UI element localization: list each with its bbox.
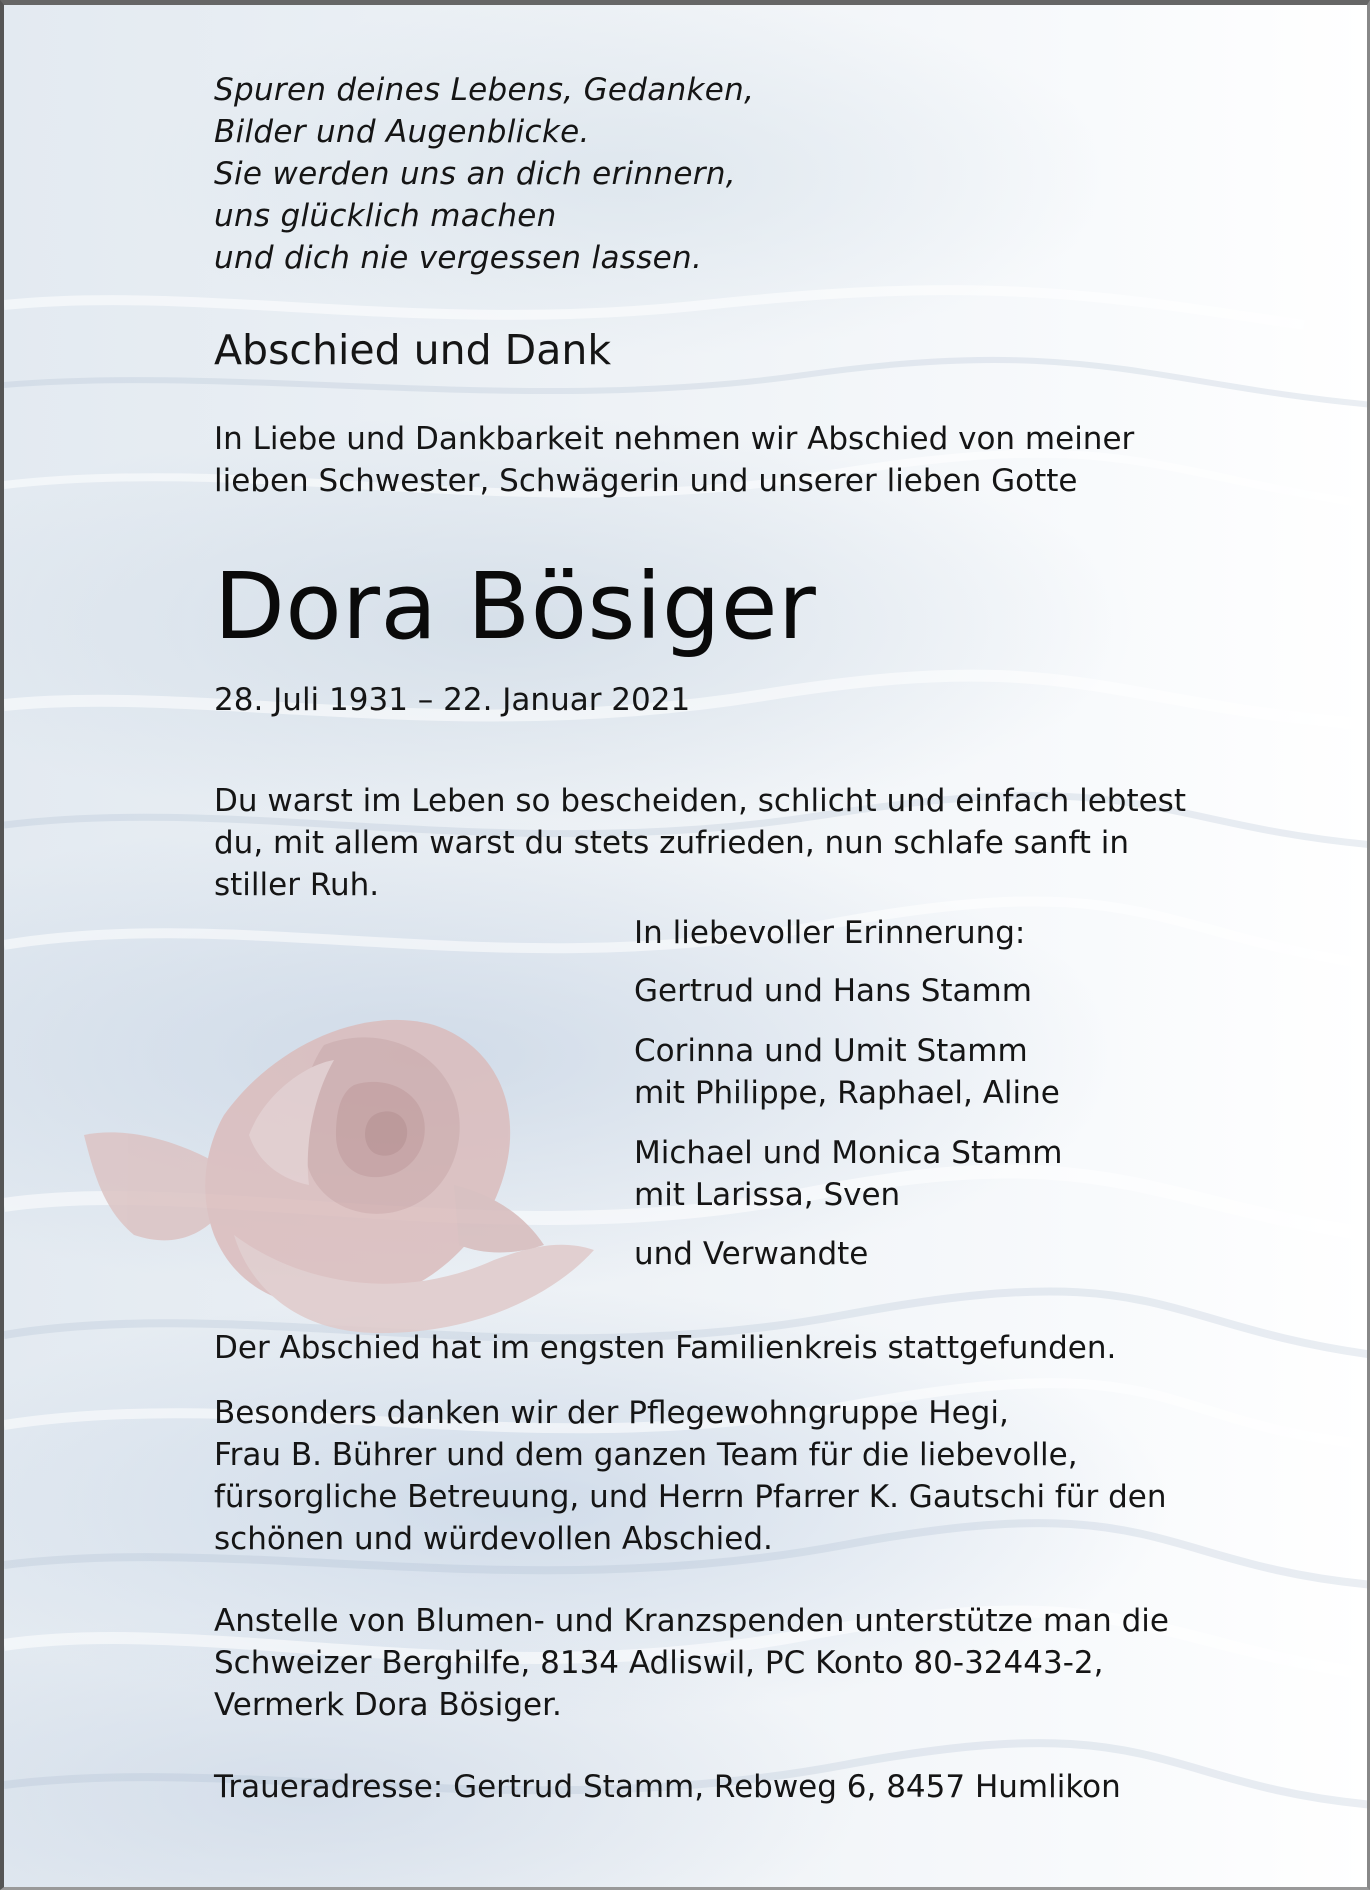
poem-line: Sie werden uns an dich erinnern, xyxy=(214,156,736,192)
section-heading: Abschied und Dank xyxy=(214,326,612,374)
mourner-line: mit Larissa, Sven xyxy=(634,1177,901,1213)
verse-line: Du warst im Leben so bescheiden, schlicht und einfach lebtest xyxy=(214,783,1186,819)
deceased-name: Dora Bösiger xyxy=(214,553,817,660)
donation-line: Anstelle von Blumen- und Kranzspenden unterstütze man die xyxy=(214,1603,1169,1639)
thanks-line: schönen und würdevollen Abschied. xyxy=(214,1521,773,1557)
poem-line: Bilder und Augenblicke. xyxy=(214,114,590,150)
donation-line: Schweizer Berghilfe, 8134 Adliswil, PC Konto 80-32443-2, xyxy=(214,1645,1104,1681)
mourner-line: und Verwandte xyxy=(634,1236,869,1272)
rose-image xyxy=(74,1005,634,1345)
poem-line: Spuren deines Lebens, Gedanken, xyxy=(214,72,755,108)
verse-line: stiller Ruh. xyxy=(214,867,380,903)
mourner-line: mit Philippe, Raphael, Aline xyxy=(634,1075,1060,1111)
donation-line: Vermerk Dora Bösiger. xyxy=(214,1687,562,1723)
poem-line: und dich nie vergessen lassen. xyxy=(214,240,703,276)
thanks-line: fürsorgliche Betreuung, und Herrn Pfarrer K. Gautschi für den xyxy=(214,1479,1167,1515)
mourner-line: Michael und Monica Stamm xyxy=(634,1135,1063,1171)
mourner-line: Gertrud und Hans Stamm xyxy=(634,973,1032,1009)
intro-line: lieben Schwester, Schwägerin und unserer lieben Gotte xyxy=(214,463,1078,499)
life-dates: 28. Juli 1931 – 22. Januar 2021 xyxy=(214,682,691,718)
thanks-line: Frau B. Bührer und dem ganzen Team für die liebevolle, xyxy=(214,1437,1078,1473)
mourners-intro: In liebevoller Erinnerung: xyxy=(634,915,1026,951)
thanks-line: Besonders danken wir der Pflegewohngruppe Hegi, xyxy=(214,1395,1009,1431)
farewell-note: Der Abschied hat im engsten Familienkreis stattgefunden. xyxy=(214,1330,1117,1366)
intro-line: In Liebe und Dankbarkeit nehmen wir Abschied von meiner xyxy=(214,421,1135,457)
mourning-address: Traueradresse: Gertrud Stamm, Rebweg 6, 8457 Humlikon xyxy=(214,1769,1121,1805)
mourner-line: Corinna und Umit Stamm xyxy=(634,1033,1028,1069)
verse-line: du, mit allem warst du stets zufrieden, nun schlafe sanft in xyxy=(214,825,1130,861)
poem-line: uns glücklich machen xyxy=(214,198,557,234)
